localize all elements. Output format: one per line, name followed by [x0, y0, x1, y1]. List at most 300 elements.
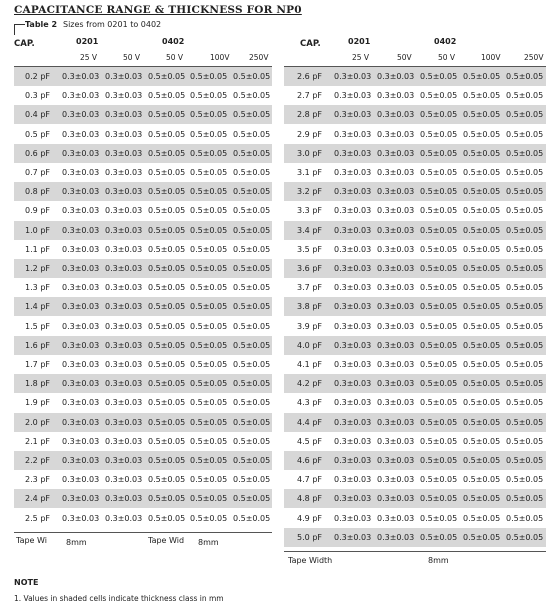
thickness-cell: 0.5±0.05: [190, 206, 228, 216]
right-table: [284, 36, 546, 556]
thickness-cell: 0.3±0.03: [377, 129, 415, 139]
cap-cell: 3.9 pF: [297, 321, 322, 331]
thickness-cell: 0.5±0.05: [420, 513, 458, 523]
table-row: [14, 336, 272, 355]
cap-cell: 2.7 pF: [297, 91, 322, 101]
cap-cell: 1.5 pF: [25, 321, 50, 331]
caption-bracket: [14, 24, 25, 35]
thickness-cell: 0.3±0.03: [377, 168, 415, 177]
thickness-cell: 0.5±0.05: [420, 187, 458, 197]
voltage-header: 50 V: [123, 53, 141, 62]
cap-cell: 4.9 pF: [297, 513, 322, 523]
table-row: [284, 317, 546, 336]
thickness-cell: 0.3±0.03: [377, 475, 415, 485]
thickness-cell: 0.5±0.05: [190, 225, 228, 235]
thickness-cell: 0.3±0.03: [105, 302, 143, 312]
thickness-cell: 0.5±0.05: [233, 456, 271, 465]
table-row: [284, 489, 546, 508]
cap-cell: 2.6 pF: [297, 72, 322, 81]
table-row: [284, 393, 546, 412]
thickness-cell: 0.5±0.05: [148, 321, 186, 331]
cap-cell: 4.6 pF: [297, 456, 322, 465]
thickness-cell: 0.5±0.05: [506, 513, 544, 523]
thickness-cell: 0.3±0.03: [334, 360, 372, 369]
tape-width-label: Tape Wid: [148, 536, 185, 545]
table-row: [284, 259, 546, 278]
thickness-cell: 0.3±0.03: [62, 360, 100, 369]
thickness-cell: 0.5±0.05: [233, 379, 271, 389]
thickness-cell: 0.5±0.05: [506, 494, 544, 504]
table-row: [14, 221, 272, 240]
thickness-cell: 0.5±0.05: [420, 456, 458, 465]
thickness-cell: 0.3±0.03: [62, 456, 100, 465]
cap-cell: 2.1 pF: [25, 436, 50, 446]
thickness-cell: 0.5±0.05: [420, 360, 458, 369]
thickness-cell: 0.3±0.03: [377, 340, 415, 350]
thickness-cell: 0.5±0.05: [506, 187, 544, 197]
table-number: Table 2: [25, 20, 58, 29]
cap-cell: 0.9 pF: [25, 206, 50, 216]
cap-cell: 2.5 pF: [25, 513, 50, 523]
thickness-cell: 0.5±0.05: [463, 187, 501, 197]
table-row: [14, 105, 272, 124]
thickness-cell: 0.5±0.05: [463, 513, 501, 523]
thickness-cell: 0.5±0.05: [148, 398, 186, 408]
table-row: [284, 201, 546, 220]
table-row: [284, 221, 546, 240]
thickness-cell: 0.3±0.03: [377, 110, 415, 120]
thickness-cell: 0.5±0.05: [463, 532, 501, 542]
thickness-cell: 0.3±0.03: [105, 379, 143, 389]
thickness-cell: 0.3±0.03: [62, 264, 100, 273]
thickness-cell: 0.5±0.05: [420, 91, 458, 101]
cap-cell: 2.2 pF: [25, 456, 50, 465]
cap-cell: 3.0 pF: [297, 148, 322, 158]
thickness-cell: 0.5±0.05: [420, 321, 458, 331]
thickness-cell: 0.3±0.03: [377, 456, 415, 465]
thickness-cell: 0.5±0.05: [420, 398, 458, 408]
voltage-header: 100V: [481, 53, 501, 62]
thickness-cell: 0.5±0.05: [463, 110, 501, 120]
thickness-cell: 0.5±0.05: [506, 398, 544, 408]
thickness-cell: 0.3±0.03: [62, 379, 100, 389]
cap-cell: 4.2 pF: [297, 379, 322, 389]
table-row: [14, 278, 272, 297]
thickness-cell: 0.5±0.05: [420, 148, 458, 158]
thickness-cell: 0.5±0.05: [463, 360, 501, 369]
thickness-cell: 0.5±0.05: [148, 475, 186, 485]
thickness-cell: 0.5±0.05: [420, 168, 458, 177]
thickness-cell: 0.5±0.05: [148, 340, 186, 350]
table-row: [14, 163, 272, 182]
cap-cell: 3.5 pF: [297, 244, 322, 254]
thickness-cell: 0.5±0.05: [233, 321, 271, 331]
voltage-header: 50 V: [166, 53, 184, 62]
cap-cell: 0.8 pF: [25, 187, 50, 197]
thickness-cell: 0.3±0.03: [377, 321, 415, 331]
thickness-cell: 0.3±0.03: [377, 72, 415, 81]
thickness-cell: 0.3±0.03: [105, 72, 143, 81]
thickness-cell: 0.5±0.05: [463, 321, 501, 331]
cap-header: CAP.: [300, 39, 321, 49]
table-row: [284, 413, 546, 432]
cap-cell: 0.7 pF: [25, 168, 50, 177]
thickness-cell: 0.3±0.03: [334, 475, 372, 485]
voltage-header: 250V: [249, 53, 269, 62]
thickness-cell: 0.5±0.05: [506, 436, 544, 446]
thickness-cell: 0.5±0.05: [190, 168, 228, 177]
thickness-cell: 0.5±0.05: [420, 110, 458, 120]
cap-cell: 2.9 pF: [297, 129, 322, 139]
thickness-cell: 0.5±0.05: [463, 91, 501, 101]
size-0201-header: 0201: [348, 37, 371, 46]
thickness-cell: 0.5±0.05: [148, 494, 186, 504]
thickness-cell: 0.3±0.03: [334, 302, 372, 312]
thickness-cell: 0.5±0.05: [420, 417, 458, 427]
table-row: [284, 470, 546, 489]
thickness-cell: 0.5±0.05: [463, 302, 501, 312]
cap-cell: 3.3 pF: [297, 206, 322, 216]
tape-width-label: Tape Wi: [16, 536, 47, 545]
thickness-cell: 0.5±0.05: [233, 264, 271, 273]
cap-cell: 2.3 pF: [25, 475, 50, 485]
thickness-cell: 0.3±0.03: [377, 187, 415, 197]
thickness-cell: 0.5±0.05: [233, 72, 271, 81]
tape-width-value: 8mm: [198, 538, 219, 547]
thickness-cell: 0.5±0.05: [506, 302, 544, 312]
thickness-cell: 0.5±0.05: [420, 206, 458, 216]
cap-cell: 0.6 pF: [25, 148, 50, 158]
thickness-cell: 0.3±0.03: [334, 436, 372, 446]
thickness-cell: 0.3±0.03: [62, 398, 100, 408]
tape-width-label: Tape Width: [288, 556, 333, 565]
table-row: [14, 432, 272, 451]
thickness-cell: 0.5±0.05: [148, 436, 186, 446]
thickness-cell: 0.5±0.05: [463, 206, 501, 216]
table-row: [14, 201, 272, 220]
voltage-header: 25 V: [352, 53, 370, 62]
thickness-cell: 0.5±0.05: [506, 456, 544, 465]
thickness-cell: 0.3±0.03: [377, 148, 415, 158]
thickness-cell: 0.5±0.05: [463, 244, 501, 254]
cap-cell: 1.9 pF: [25, 398, 50, 408]
thickness-cell: 0.3±0.03: [334, 379, 372, 389]
thickness-cell: 0.5±0.05: [463, 475, 501, 485]
thickness-cell: 0.3±0.03: [62, 321, 100, 331]
thickness-cell: 0.5±0.05: [506, 129, 544, 139]
thickness-cell: 0.5±0.05: [420, 72, 458, 81]
thickness-cell: 0.3±0.03: [377, 398, 415, 408]
thickness-cell: 0.3±0.03: [334, 168, 372, 177]
table-row: [284, 528, 546, 547]
thickness-cell: 0.5±0.05: [420, 244, 458, 254]
thickness-cell: 0.5±0.05: [190, 494, 228, 504]
note-item: 1. Values in shaded cells indicate thickness class in mm: [14, 594, 224, 603]
table-row: [14, 393, 272, 412]
thickness-cell: 0.3±0.03: [62, 283, 100, 293]
thickness-cell: 0.5±0.05: [190, 513, 228, 523]
thickness-cell: 0.3±0.03: [334, 340, 372, 350]
thickness-cell: 0.5±0.05: [233, 91, 271, 101]
cap-cell: 3.6 pF: [297, 264, 322, 273]
page-title: CAPACITANCE RANGE & THICKNESS FOR NP0: [14, 4, 302, 16]
left-table-header: [14, 36, 272, 67]
cap-cell: 2.4 pF: [25, 494, 50, 504]
thickness-cell: 0.5±0.05: [190, 72, 228, 81]
thickness-cell: 0.5±0.05: [233, 475, 271, 485]
cap-cell: 0.5 pF: [25, 129, 50, 139]
table-row: [284, 297, 546, 316]
thickness-cell: 0.5±0.05: [506, 91, 544, 101]
cap-header: CAP.: [14, 39, 35, 49]
thickness-cell: 0.5±0.05: [190, 283, 228, 293]
thickness-cell: 0.5±0.05: [233, 494, 271, 504]
cap-cell: 4.4 pF: [297, 417, 322, 427]
thickness-cell: 0.5±0.05: [233, 168, 271, 177]
thickness-cell: 0.3±0.03: [334, 91, 372, 101]
thickness-cell: 0.5±0.05: [506, 360, 544, 369]
thickness-cell: 0.5±0.05: [506, 417, 544, 427]
cap-cell: 3.2 pF: [297, 187, 322, 197]
table-row: [14, 509, 272, 528]
table-row: [14, 355, 272, 374]
thickness-cell: 0.5±0.05: [463, 72, 501, 81]
thickness-cell: 0.5±0.05: [463, 264, 501, 273]
thickness-cell: 0.5±0.05: [148, 72, 186, 81]
thickness-cell: 0.3±0.03: [105, 206, 143, 216]
thickness-cell: 0.5±0.05: [148, 148, 186, 158]
thickness-cell: 0.5±0.05: [420, 532, 458, 542]
table-row: [284, 355, 546, 374]
thickness-cell: 0.5±0.05: [148, 513, 186, 523]
table-row: [284, 278, 546, 297]
table-row: [14, 451, 272, 470]
thickness-cell: 0.5±0.05: [148, 283, 186, 293]
thickness-cell: 0.5±0.05: [148, 187, 186, 197]
thickness-cell: 0.3±0.03: [105, 398, 143, 408]
thickness-cell: 0.3±0.03: [105, 340, 143, 350]
thickness-cell: 0.5±0.05: [190, 244, 228, 254]
thickness-cell: 0.3±0.03: [62, 302, 100, 312]
thickness-cell: 0.3±0.03: [105, 456, 143, 465]
thickness-cell: 0.5±0.05: [506, 72, 544, 81]
thickness-cell: 0.3±0.03: [377, 244, 415, 254]
thickness-cell: 0.5±0.05: [420, 475, 458, 485]
thickness-cell: 0.5±0.05: [190, 360, 228, 369]
thickness-cell: 0.3±0.03: [377, 513, 415, 523]
cap-cell: 1.6 pF: [25, 340, 50, 350]
thickness-cell: 0.5±0.05: [233, 129, 271, 139]
thickness-cell: 0.5±0.05: [463, 340, 501, 350]
thickness-cell: 0.5±0.05: [148, 129, 186, 139]
thickness-cell: 0.5±0.05: [233, 206, 271, 216]
voltage-header: 50 V: [438, 53, 456, 62]
thickness-cell: 0.3±0.03: [105, 417, 143, 427]
thickness-cell: 0.5±0.05: [148, 456, 186, 465]
cap-cell: 1.8 pF: [25, 379, 50, 389]
thickness-cell: 0.5±0.05: [506, 168, 544, 177]
thickness-cell: 0.3±0.03: [62, 436, 100, 446]
table-row: [284, 432, 546, 451]
thickness-cell: 0.3±0.03: [62, 513, 100, 523]
thickness-cell: 0.5±0.05: [148, 225, 186, 235]
cap-cell: 3.8 pF: [297, 302, 322, 312]
thickness-cell: 0.5±0.05: [190, 417, 228, 427]
thickness-cell: 0.5±0.05: [463, 494, 501, 504]
voltage-header: 250V: [524, 53, 544, 62]
thickness-cell: 0.3±0.03: [334, 187, 372, 197]
thickness-cell: 0.5±0.05: [190, 475, 228, 485]
thickness-cell: 0.5±0.05: [190, 264, 228, 273]
table-row: [284, 374, 546, 393]
table-row: [284, 163, 546, 182]
cap-cell: 1.4 pF: [25, 302, 50, 312]
thickness-cell: 0.3±0.03: [334, 283, 372, 293]
thickness-cell: 0.5±0.05: [233, 436, 271, 446]
thickness-cell: 0.5±0.05: [420, 494, 458, 504]
thickness-cell: 0.5±0.05: [506, 532, 544, 542]
thickness-cell: 0.3±0.03: [62, 148, 100, 158]
thickness-cell: 0.5±0.05: [506, 264, 544, 273]
thickness-cell: 0.5±0.05: [190, 129, 228, 139]
thickness-cell: 0.5±0.05: [463, 168, 501, 177]
thickness-cell: 0.5±0.05: [506, 379, 544, 389]
thickness-cell: 0.5±0.05: [506, 340, 544, 350]
thickness-cell: 0.5±0.05: [148, 206, 186, 216]
thickness-cell: 0.3±0.03: [62, 225, 100, 235]
note-heading: NOTE: [14, 578, 39, 587]
thickness-cell: 0.3±0.03: [62, 168, 100, 177]
voltage-header: 25 V: [80, 53, 98, 62]
table-row: [14, 489, 272, 508]
thickness-cell: 0.5±0.05: [233, 283, 271, 293]
thickness-cell: 0.3±0.03: [377, 206, 415, 216]
thickness-cell: 0.3±0.03: [105, 129, 143, 139]
table-row: [284, 240, 546, 259]
thickness-cell: 0.3±0.03: [334, 456, 372, 465]
table-row: [14, 86, 272, 105]
thickness-cell: 0.3±0.03: [334, 532, 372, 542]
thickness-cell: 0.5±0.05: [233, 148, 271, 158]
thickness-cell: 0.5±0.05: [233, 360, 271, 369]
thickness-cell: 0.3±0.03: [62, 91, 100, 101]
thickness-cell: 0.5±0.05: [463, 129, 501, 139]
thickness-cell: 0.3±0.03: [334, 321, 372, 331]
table-row: [284, 67, 546, 86]
table-row: [284, 125, 546, 144]
thickness-cell: 0.5±0.05: [190, 379, 228, 389]
thickness-cell: 0.5±0.05: [148, 244, 186, 254]
cap-cell: 0.2 pF: [25, 72, 50, 81]
thickness-cell: 0.5±0.05: [233, 110, 271, 120]
thickness-cell: 0.5±0.05: [233, 398, 271, 408]
table-row: [284, 336, 546, 355]
thickness-cell: 0.3±0.03: [62, 129, 100, 139]
thickness-cell: 0.5±0.05: [148, 417, 186, 427]
thickness-cell: 0.3±0.03: [377, 494, 415, 504]
thickness-cell: 0.3±0.03: [105, 244, 143, 254]
thickness-cell: 0.3±0.03: [105, 187, 143, 197]
table-row: [14, 317, 272, 336]
thickness-cell: 0.3±0.03: [377, 360, 415, 369]
thickness-cell: 0.5±0.05: [148, 302, 186, 312]
left-tape-divider: [14, 532, 272, 533]
thickness-cell: 0.5±0.05: [506, 148, 544, 158]
thickness-cell: 0.5±0.05: [506, 206, 544, 216]
tape-width-value: 8mm: [428, 556, 449, 565]
thickness-cell: 0.3±0.03: [377, 436, 415, 446]
thickness-cell: 0.5±0.05: [190, 110, 228, 120]
thickness-cell: 0.5±0.05: [463, 456, 501, 465]
thickness-cell: 0.3±0.03: [377, 264, 415, 273]
thickness-cell: 0.3±0.03: [334, 110, 372, 120]
thickness-cell: 0.3±0.03: [334, 264, 372, 273]
size-0201-header: 0201: [76, 37, 99, 46]
thickness-cell: 0.3±0.03: [62, 340, 100, 350]
cap-cell: 2.0 pF: [25, 417, 50, 427]
right-tape-divider: [284, 551, 546, 552]
thickness-cell: 0.3±0.03: [377, 532, 415, 542]
thickness-cell: 0.5±0.05: [506, 475, 544, 485]
thickness-cell: 0.5±0.05: [190, 456, 228, 465]
thickness-cell: 0.3±0.03: [334, 72, 372, 81]
thickness-cell: 0.3±0.03: [105, 110, 143, 120]
thickness-cell: 0.5±0.05: [148, 379, 186, 389]
cap-cell: 3.7 pF: [297, 283, 322, 293]
cap-cell: 1.0 pF: [25, 225, 50, 235]
thickness-cell: 0.3±0.03: [105, 283, 143, 293]
size-0402-header: 0402: [162, 37, 185, 46]
cap-cell: 4.7 pF: [297, 475, 322, 485]
thickness-cell: 0.5±0.05: [190, 340, 228, 350]
thickness-cell: 0.3±0.03: [105, 475, 143, 485]
thickness-cell: 0.3±0.03: [105, 264, 143, 273]
table-row: [284, 509, 546, 528]
thickness-cell: 0.5±0.05: [506, 321, 544, 331]
cap-cell: 5.0 pF: [297, 532, 322, 542]
size-0402-header: 0402: [434, 37, 457, 46]
table-row: [14, 259, 272, 278]
thickness-cell: 0.3±0.03: [105, 91, 143, 101]
cap-cell: 0.3 pF: [25, 91, 50, 101]
thickness-cell: 0.5±0.05: [190, 148, 228, 158]
thickness-cell: 0.3±0.03: [334, 417, 372, 427]
table-row: [14, 470, 272, 489]
table-row: [14, 240, 272, 259]
thickness-cell: 0.3±0.03: [105, 168, 143, 177]
right-table-header: [284, 36, 546, 67]
voltage-header: 50V: [397, 53, 412, 62]
table-row: [284, 144, 546, 163]
thickness-cell: 0.5±0.05: [190, 436, 228, 446]
thickness-cell: 0.3±0.03: [334, 206, 372, 216]
table-row: [14, 374, 272, 393]
thickness-cell: 0.5±0.05: [420, 379, 458, 389]
thickness-cell: 0.5±0.05: [148, 168, 186, 177]
table-row: [284, 105, 546, 124]
thickness-cell: 0.3±0.03: [377, 91, 415, 101]
thickness-cell: 0.3±0.03: [105, 513, 143, 523]
cap-cell: 1.2 pF: [25, 264, 50, 273]
thickness-cell: 0.5±0.05: [463, 379, 501, 389]
thickness-cell: 0.5±0.05: [233, 225, 271, 235]
thickness-cell: 0.5±0.05: [420, 129, 458, 139]
thickness-cell: 0.5±0.05: [233, 417, 271, 427]
tape-width-value: 8mm: [66, 538, 87, 547]
thickness-cell: 0.3±0.03: [377, 417, 415, 427]
thickness-cell: 0.5±0.05: [420, 283, 458, 293]
thickness-cell: 0.5±0.05: [190, 91, 228, 101]
